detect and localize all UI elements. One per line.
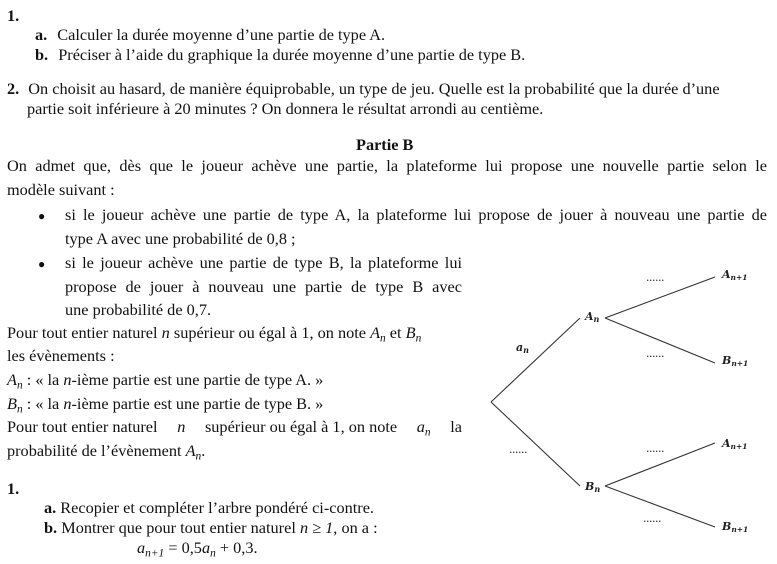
label: a. — [44, 498, 57, 517]
math-n: n — [177, 417, 186, 436]
math-sub: n — [210, 547, 216, 560]
partB-question-1-number: 1. — [7, 479, 20, 498]
math-sub: n — [16, 403, 23, 416]
text: : « la — [22, 394, 64, 413]
text: = 0,5 — [164, 538, 202, 557]
bullet1-line1: si le joueur achève une partie de type A, la plateforme lui propose de jouer à nouveau une partie de — [65, 205, 767, 224]
text: -ième partie est une partie de type B. » — [71, 394, 324, 413]
math-sub: n — [380, 332, 386, 345]
math-sub: n+1 — [145, 547, 165, 560]
math-n: n — [63, 370, 72, 389]
bullet1-line2: type A avec une probabilité de 0,8 ; — [65, 229, 296, 248]
question-1b-text: Préciser à l’aide du graphique la durée moyenne d’une partie de type B. — [58, 45, 526, 64]
branch-root-to-B — [491, 402, 580, 486]
text: -ième partie est une partie de type A. » — [71, 370, 324, 389]
text: et — [385, 323, 406, 342]
math-a: a — [201, 538, 211, 557]
text: Pour tout entier naturel — [7, 323, 162, 342]
bullet2-line2: propose de jouer à nouveau une partie de type B avec — [65, 277, 462, 296]
math-B: B — [7, 394, 17, 413]
question-1b-label: b. — [35, 45, 49, 64]
leaf-B-A: An+1 — [722, 437, 748, 451]
math-n: n — [161, 323, 170, 342]
question-1a-label: a. — [35, 25, 48, 44]
text: Montrer que pour tout entier naturel — [57, 518, 300, 537]
question-2-number: 2. — [7, 79, 20, 98]
section-title: Partie B — [356, 135, 414, 154]
definition-1-line2: les évènements : — [7, 346, 115, 365]
math-sub: n — [424, 426, 431, 439]
math-sub: n — [415, 332, 422, 345]
text: : « la — [22, 370, 64, 389]
math-sub: n — [195, 450, 202, 463]
math-n: n — [63, 394, 72, 413]
node-B: Bn — [585, 480, 601, 494]
math-A: A — [370, 323, 381, 342]
text: la — [450, 417, 462, 436]
math-a: a — [416, 417, 425, 436]
intro-line1: On admet que, dès que le joueur achève une partie, la plateforme lui propose une nouvelle partie selon le — [7, 156, 767, 175]
question-1a-text: Calculer la durée moyenne d’une partie de type A. — [57, 25, 386, 44]
text: supérieur ou égal à 1, on note — [204, 417, 398, 436]
leaf-B-B: Bn+1 — [722, 520, 749, 534]
math-A: A — [7, 370, 17, 389]
bullet2-line3: une probabilité de 0,7. — [65, 300, 212, 319]
label: b. — [44, 518, 58, 537]
question-2-line1: On choisit au hasard, de manière équiprobable, un type de jeu. Quelle est la probabilité que la durée d’une — [28, 79, 720, 98]
math-B: B — [405, 323, 416, 342]
period: . — [201, 441, 206, 460]
weight-root-A: an — [516, 341, 529, 355]
intro-line2: modèle suivant : — [7, 180, 115, 199]
math-inequality: n ≥ 1 — [299, 518, 334, 537]
weight-root-B: ...... — [509, 443, 527, 456]
question-1-number: 1. — [7, 6, 20, 25]
branch-root-to-A — [491, 318, 580, 402]
weight-B-B: ...... — [643, 512, 661, 525]
leaf-A-A: An+1 — [722, 268, 748, 282]
text: Pour tout entier naturel — [7, 417, 158, 436]
bullet2-line1: si le joueur achève une partie de type B, la plateforme lui — [65, 253, 462, 272]
leaf-A-B: Bn+1 — [722, 354, 749, 368]
text: + 0,3. — [215, 538, 258, 557]
text: Recopier et compléter l’arbre pondéré ci-contre. — [56, 498, 374, 517]
text: , on a : — [333, 518, 378, 537]
text: supérieur ou égal à 1, on note — [169, 323, 371, 342]
math-A: A — [185, 441, 196, 460]
math-sub: n — [16, 379, 23, 392]
math-a: a — [137, 538, 146, 557]
text: probabilité de l’évènement — [7, 441, 186, 460]
weight-A-A: ...... — [646, 271, 664, 284]
bullet-icon: ● — [38, 209, 46, 223]
question-2-line2: partie soit inférieure à 20 minutes ? On donnera le résultat arrondi au centième. — [27, 99, 544, 118]
weight-A-B: ...... — [646, 347, 664, 360]
node-A: An — [585, 310, 600, 324]
weight-B-A: ...... — [646, 442, 664, 455]
bullet-icon: ● — [38, 257, 46, 271]
